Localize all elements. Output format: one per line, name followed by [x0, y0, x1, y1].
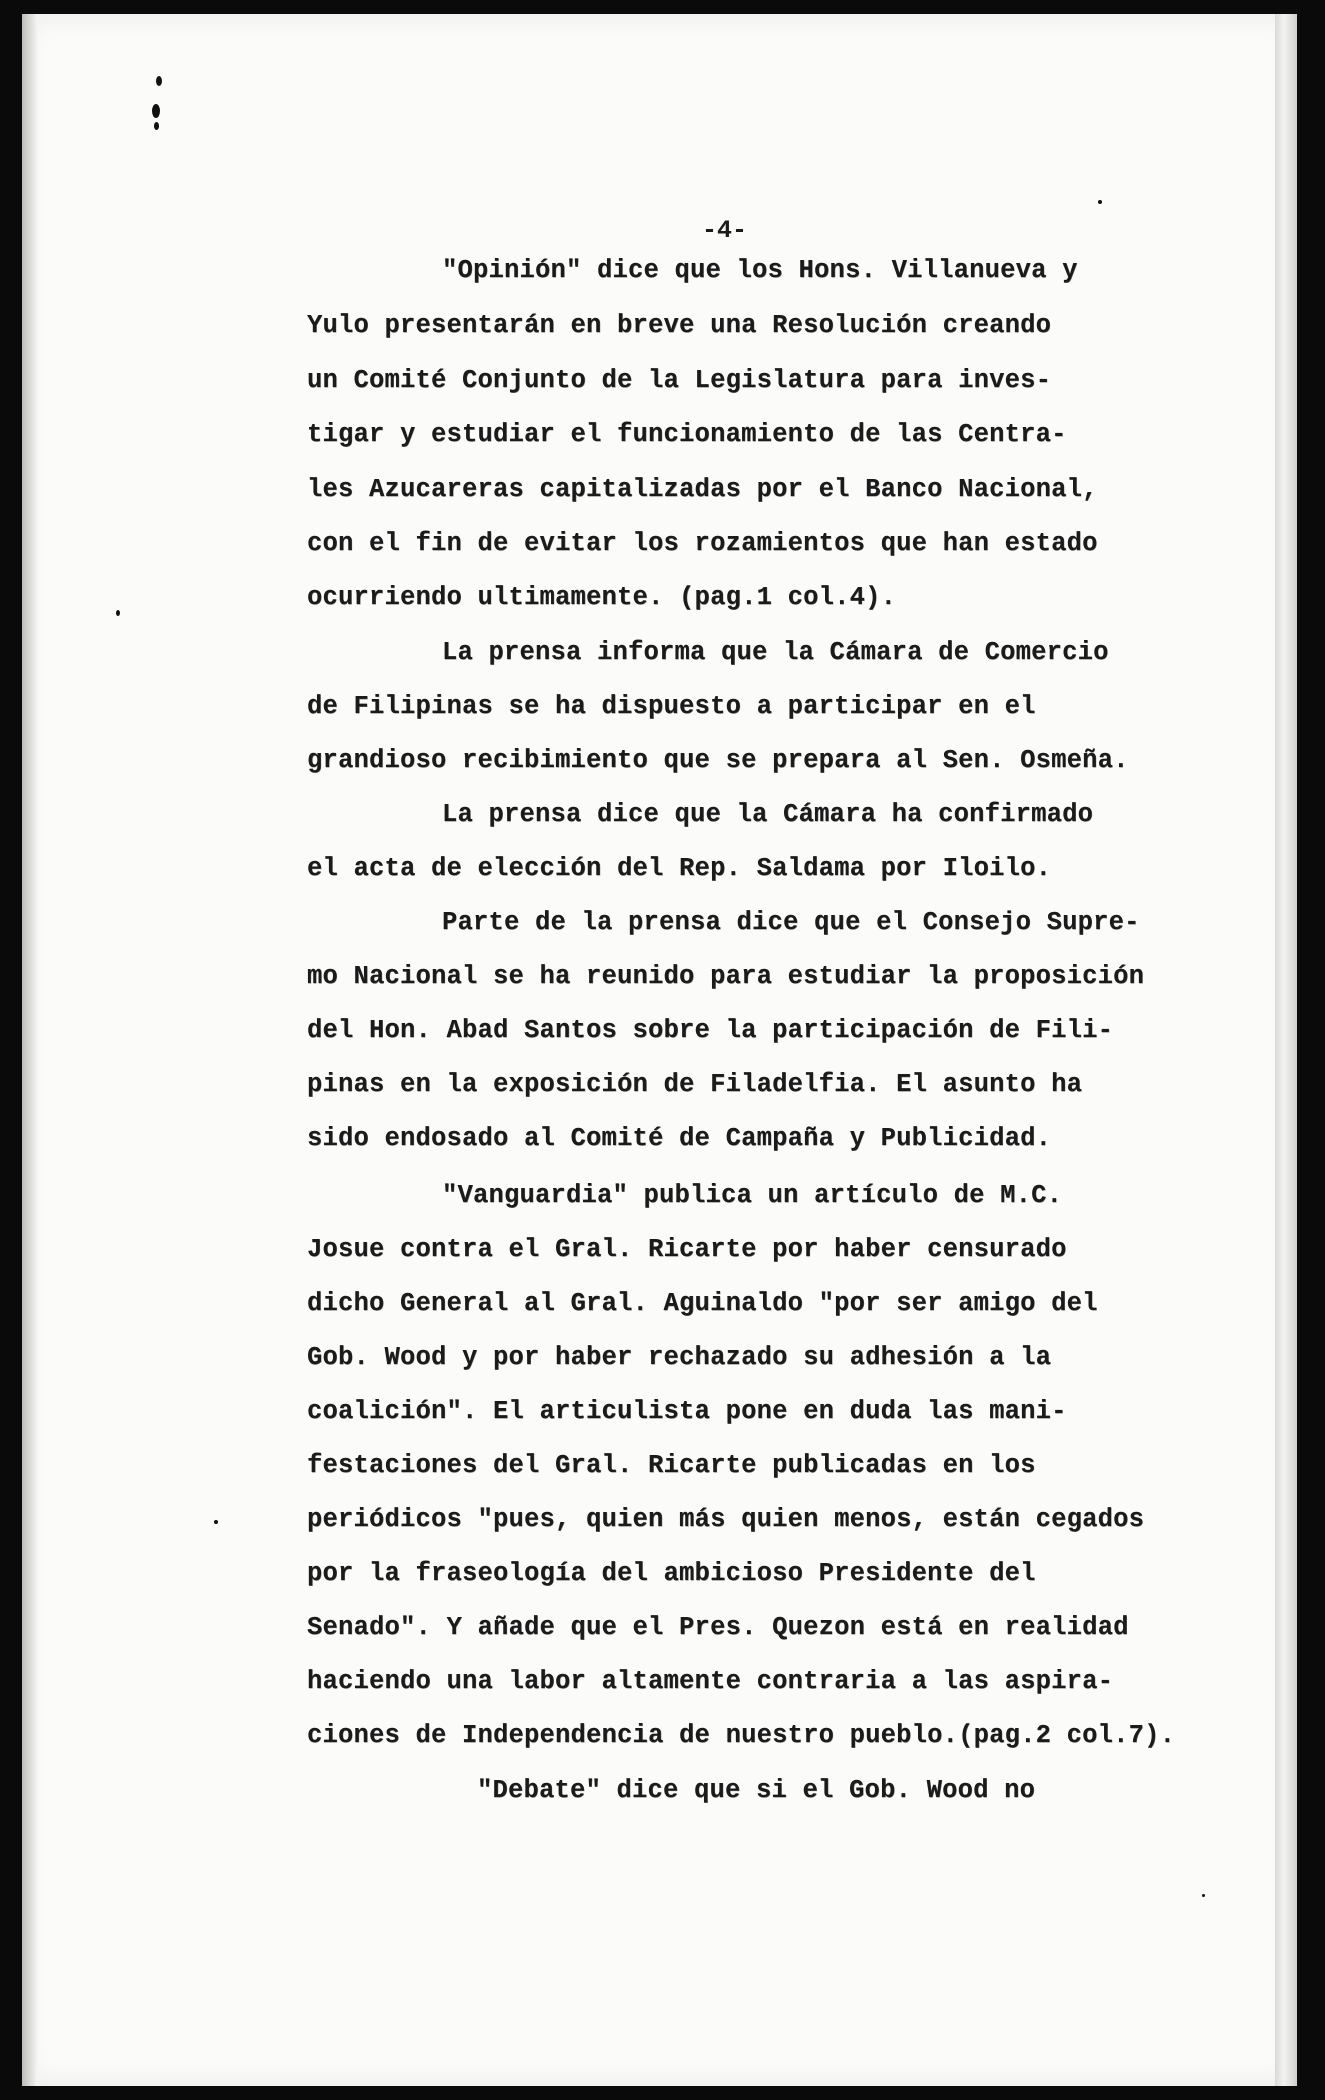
ink-speck [154, 122, 159, 130]
ink-speck [116, 610, 120, 616]
ink-speck [1202, 1894, 1205, 1897]
text-line: "Debate" dice que si el Gob. Wood no [477, 1776, 1036, 1805]
text-line: por la fraseología del ambicioso Presidente del [307, 1559, 1036, 1588]
text-line: mo Nacional se ha reunido para estudiar la proposición [307, 962, 1145, 991]
text-line: "Opinión" dice que los Hons. Villanueva y [442, 256, 1078, 285]
text-line: con el fin de evitar los rozamientos que han estado [307, 529, 1098, 558]
typewritten-page [22, 14, 1297, 2086]
ink-speck [156, 76, 162, 86]
text-line: de Filipinas se ha dispuesto a participar en el [307, 692, 1036, 721]
text-line: Parte de la prensa dice que el Consejo Supre- [442, 908, 1140, 937]
text-line: coalición". El articulista pone en duda las mani- [307, 1397, 1067, 1426]
text-line: un Comité Conjunto de la Legislatura para inves- [307, 366, 1052, 395]
text-line: ocurriendo ultimamente. (pag.1 col.4). [307, 583, 897, 612]
text-line: tigar y estudiar el funcionamiento de las Centra- [307, 420, 1067, 449]
text-line: sido endosado al Comité de Campaña y Publicidad. [307, 1124, 1052, 1153]
text-line: La prensa informa que la Cámara de Comercio [442, 638, 1109, 667]
page-left-edge [22, 14, 38, 2086]
text-line: haciendo una labor altamente contraria a las aspira- [307, 1667, 1114, 1696]
text-line: el acta de elección del Rep. Saldama por Iloilo. [307, 854, 1052, 883]
text-line: pinas en la exposición de Filadelfia. El asunto ha [307, 1070, 1083, 1099]
text-line: La prensa dice que la Cámara ha confirmado [442, 800, 1094, 829]
ink-speck [214, 1520, 218, 1524]
text-line: dicho General al Gral. Aguinaldo "por ser amigo del [307, 1289, 1098, 1318]
ink-speck [1098, 200, 1102, 204]
text-line: festaciones del Gral. Ricarte publicadas en los [307, 1451, 1036, 1480]
text-line: Yulo presentarán en breve una Resolución creando [307, 311, 1052, 340]
text-line: Josue contra el Gral. Ricarte por haber censurado [307, 1235, 1067, 1264]
text-line: Gob. Wood y por haber rechazado su adhesión a la [307, 1343, 1052, 1372]
text-line: "Vanguardia" publica un artículo de M.C. [442, 1181, 1063, 1210]
text-line: del Hon. Abad Santos sobre la participación de Fili- [307, 1016, 1114, 1045]
text-line: Senado". Y añade que el Pres. Quezon está en realidad [307, 1613, 1129, 1642]
ink-speck [152, 104, 160, 118]
text-line: grandioso recibimiento que se prepara al Sen. Osmeña. [307, 746, 1129, 775]
text-line: les Azucareras capitalizadas por el Banco Nacional, [307, 475, 1098, 504]
text-line: ciones de Independencia de nuestro pueblo.(pag.2 col.7). [307, 1721, 1176, 1750]
text-line: periódicos "pues, quien más quien menos, están cegados [307, 1505, 1145, 1534]
page-right-edge [1275, 14, 1297, 2086]
page-number: -4- [702, 216, 748, 245]
